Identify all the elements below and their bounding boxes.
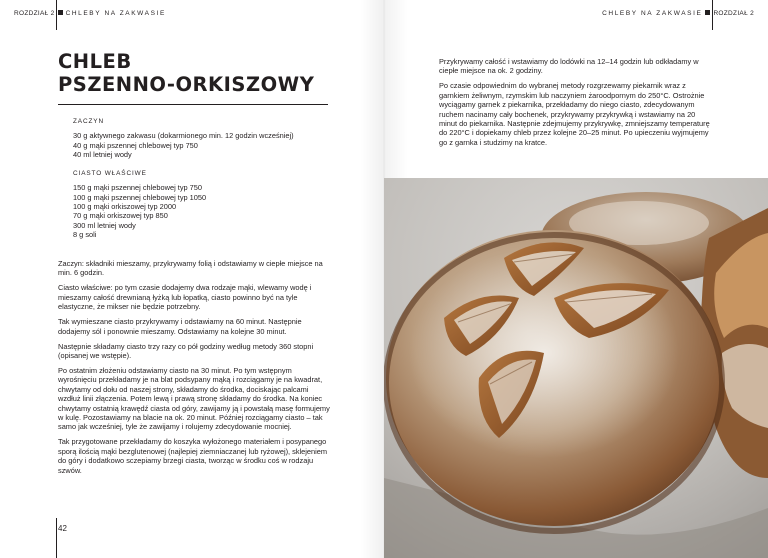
ingredient-group-starter [73,117,333,159]
page-number: 42 [58,524,67,533]
instruction-paragraph: Przykrywamy całość i wstawiamy do lodówki na 12–14 godzin lub odkładamy w ciepłe miejsce na ok. 2 godziny. [439,57,699,76]
chapter-label: ROZDZIAŁ 2 [713,10,754,17]
ingredient-list [73,183,333,239]
ingredient-group-heading: ZACZYN [73,118,104,125]
instruction-paragraph: Tak przygotowane przekładamy do koszyka wyłożonego materiałem i posypanego sporą ilością mąki bezglutenowej (najlepiej ziemniaczanej lub ryżowej), sklejeniem do góry i dodatkowo sczepiamy brzegi ciasta, tworząc w środku coś w rodzaju szwów. [58,437,328,475]
section-title: CHLEBY NA ZAKWASIE [602,10,703,17]
title-divider [58,104,328,105]
section-title: CHLEBY NA ZAKWASIE [65,10,166,17]
ingredient-item: 300 ml letniej wody [73,220,136,230]
bread-photo [384,178,768,558]
instruction-paragraph: Następnie składamy ciasto trzy razy co pół godziny według metody 360 stopni (opisanej we wstępie). [58,341,314,361]
instructions-left [58,259,330,481]
ingredient-item: 150 g mąki pszennej chlebowej typ 750 [73,183,203,193]
ingredient-item: 40 g mąki pszennej chlebowej typ 750 [73,140,198,150]
running-head-right [602,10,754,17]
chapter-label: ROZDZIAŁ 2 [14,10,55,17]
ingredient-list [73,131,333,159]
instruction-paragraph: Zaczyn: składniki mieszamy, przykrywamy folią i odstawiamy w ciepłe miejsce na min. 6 godzin. [58,259,323,278]
ingredient-item: 8 g soli [73,229,97,239]
instruction-paragraph: Tak wymieszane ciasto przykrywamy i odstawiamy na 60 minut. Następnie dodajemy sól i ponownie mieszamy. Odstawiamy na kolejne 30 minut. [58,317,302,336]
square-bullet-icon [58,10,63,15]
ingredient-item: 100 g mąki orkiszowej typ 2000 [73,202,177,212]
ingredient-item: 70 g mąki orkiszowej typ 850 [73,211,168,221]
recipe-title [58,50,338,96]
recipe-title-line-1: CHLEB [58,50,132,73]
recipe-title-line-2: PSZENNO-ORKISZOWY [58,73,315,96]
instructions-right [439,57,715,153]
ingredient-item: 40 ml letniej wody [73,149,132,159]
ingredient-group-dough [73,169,333,239]
ingredient-item: 100 g mąki pszennej chlebowej typ 1050 [73,192,207,202]
instruction-paragraph: Po czasie odpowiednim do wybranej metody rozgrzewamy piekarnik wraz z garnkiem żeliwnym, rzymskim lub naczyniem żaroodpornym do 250°C. Ostrożnie wyciągamy garnek z piekarnika, przekładamy do niego ciasto, zdecydowanym ruchem nacinamy cały bochenek, przykrywamy przykrywką i wstawiamy na 20 minut do piekarnika. Następnie zdejmujemy przykrywkę, zmniejszamy temperaturę do 220°C i dopiekamy chleb przez kolejne 20–25 minut. Po upieczeniu wyjmujemy go z garnka i studzimy na kratce. [439,81,710,147]
running-head-left [14,10,166,17]
ingredient-item: 30 g aktywnego zakwasu (dokarmionego min. 12 godzin wcześniej) [73,131,294,141]
instruction-paragraph: Ciasto właściwe: po tym czasie dodajemy dwa rodzaje mąki, wlewamy wodę i mieszamy całość drewnianą łyżką lub łopatką, ciasto powinno być na tyle elastyczne, że mikser nie będzie potrzebny. [58,283,312,312]
square-bullet-icon [705,10,710,15]
ingredient-group-heading: CIASTO WŁAŚCIWE [73,170,147,178]
footer-rule-left [56,518,57,558]
ingredients-section [73,117,333,249]
bread-illustration [384,178,768,558]
instruction-paragraph: Po ostatnim złożeniu odstawiamy ciasto na 30 minut. Po tym wstępnym wyrośnięciu przekładamy je na blat podsypany mąką i rozciągamy je na kwadrat, chwytamy od dołu od naszej strony, składamy do środka, dociskając palcami wzdłuż linii złączenia. Potem lewą i prawą stronę składamy do środka. Na koniec chwytamy ostatnią krawędź ciasta od góry, zawijamy ją i powstałą masę formujemy w kulę. Pozostawiamy na blacie na ok. 20 minut. Później rozciągamy ciasto – tak samo jak wcześniej, tyle że zawijamy i rolujemy zdecydowanie mocniej. [58,366,330,432]
